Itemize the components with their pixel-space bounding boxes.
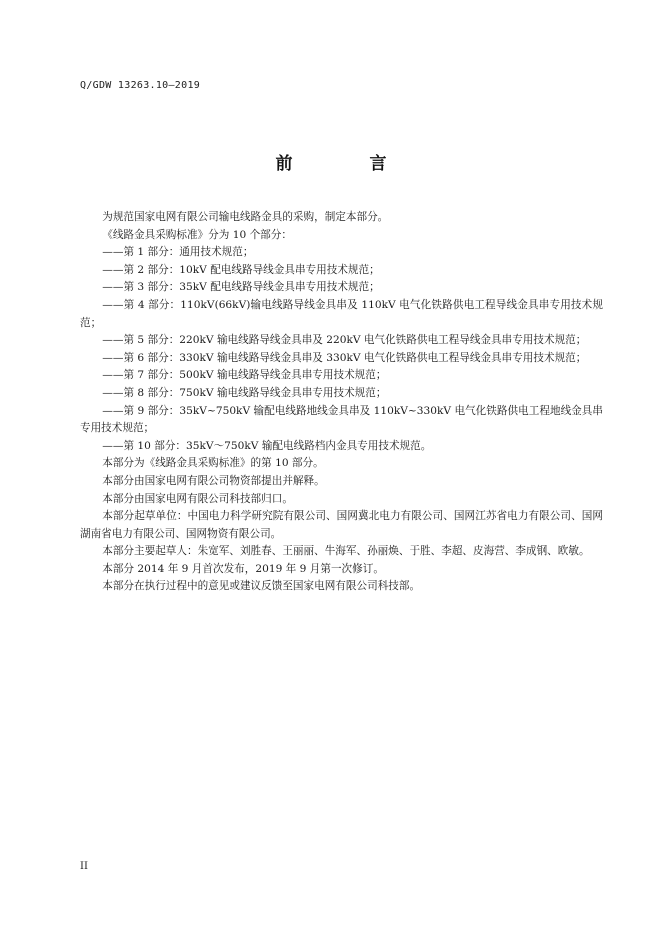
list-item: ——第 7 部分：500kV 输电线路导线金具串专用技术规范； xyxy=(102,369,387,382)
paragraph: 本部分为《线路金具采购标准》的第 10 部分。 xyxy=(102,457,324,470)
paragraph: 本部分主要起草人：朱宽军、刘胜春、王丽丽、牛海军、孙丽焕、于胜、李超、皮海营、李成钢、欧敏。 xyxy=(102,545,590,558)
list-item: ——第 9 部分：35kV~750kV 输配电线路地线金具串及 110kV~330kV 电气化铁路供电工程地线金具串专用技术规范； xyxy=(80,404,603,435)
paragraph: 本部分 2014 年 9 月首次发布，2019 年 9 月第一次修订。 xyxy=(102,562,384,575)
paragraph: 本部分起草单位：中国电力科学研究院有限公司、国网冀北电力有限公司、国网江苏省电力有限公司、国网湖南省电力有限公司、国网物资有限公司。 xyxy=(80,510,603,540)
paragraph: 本部分由国家电网有限公司物资部提出并解释。 xyxy=(102,474,325,487)
list-item: ——第 2 部分：10kV 配电线路导线金具串专用技术规范； xyxy=(102,263,380,276)
paragraph: 本部分在执行过程中的意见或建议反馈至国家电网有限公司科技部。 xyxy=(102,580,421,593)
list-item: ——第 1 部分：通用技术规范； xyxy=(102,246,254,259)
page-title: 前 言 xyxy=(275,154,417,174)
list-item: ——第 10 部分：35kV～750kV 输配电线路档内金具专用技术规范。 xyxy=(102,439,432,452)
list-item: ——第 6 部分：330kV 输电线路导线金具串及 330kV 电气化铁路供电工程导线金具串专用技术规范； xyxy=(102,351,587,364)
foreword-body xyxy=(80,209,603,596)
paragraph: 为规范国家电网有限公司输电线路金具的采购，制定本部分。 xyxy=(102,211,389,223)
page-number: II xyxy=(80,861,88,872)
list-item: ——第 4 部分：110kV(66kV)输电线路导线金具串及 110kV 电气化铁路供电工程导线金具串专用技术规范； xyxy=(80,298,603,329)
list-item: ——第 3 部分：35kV 配电线路导线金具串专用技术规范； xyxy=(102,281,380,294)
paragraph: 本部分由国家电网有限公司科技部归口。 xyxy=(102,492,293,505)
list-item: ——第 5 部分：220kV 输电线路导线金具串及 220kV 电气化铁路供电工程导线金具串专用技术规范； xyxy=(102,334,587,347)
paragraph: 《线路金具采购标准》分为 10 个部分： xyxy=(102,228,292,241)
document-code: Q/GDW 13263.10—2019 xyxy=(80,80,201,91)
list-item: ——第 8 部分：750kV 输电线路导线金具串专用技术规范； xyxy=(102,386,387,399)
